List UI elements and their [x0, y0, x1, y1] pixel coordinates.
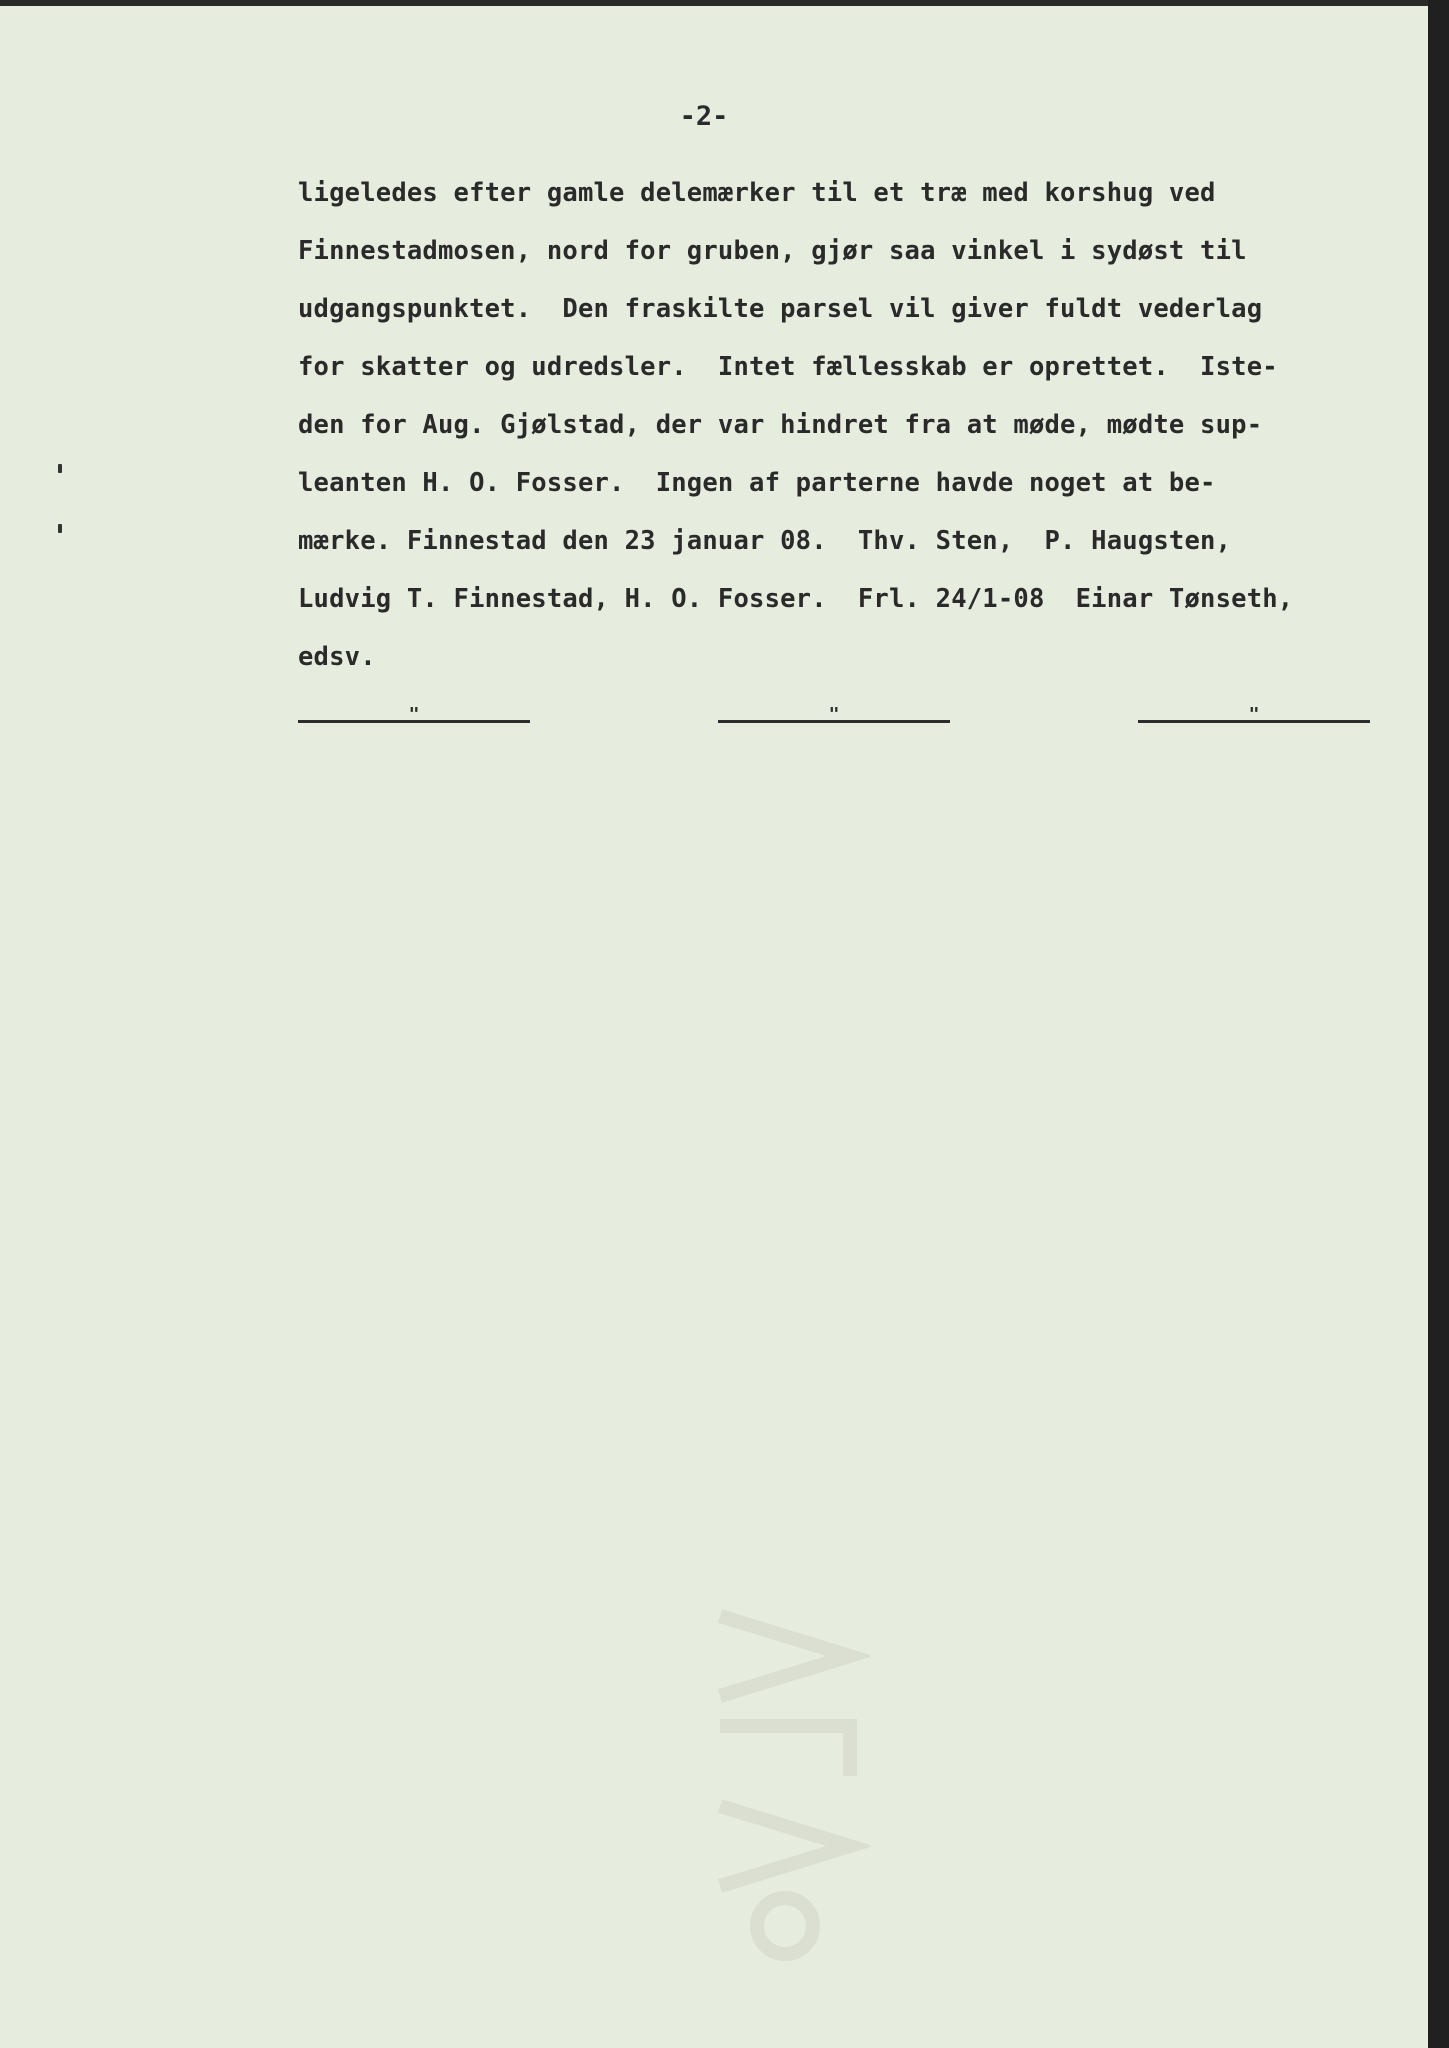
text-line: leanten H. O. Fosser. Ingen af parterne havde noget at be- [298, 468, 1216, 498]
ditto-separator [298, 704, 530, 732]
page-number [0, 101, 1428, 132]
faint-watermark [700, 1606, 870, 1966]
ditto-separator [1138, 704, 1370, 732]
text-line: Finnestadmosen, nord for gruben, gjør saa vinkel i sydøst til [298, 236, 1247, 266]
watermark-glyph [720, 1726, 850, 1776]
scan-edge [1428, 0, 1449, 2048]
ditto-separator [718, 704, 950, 732]
text-line: udgangspunktet. Den fraskilte parsel vil giver fuldt vederlag [298, 294, 1263, 324]
text-line: den for Aug. Gjølstad, der var hindret fra at møde, mødte sup- [298, 410, 1263, 440]
text-line: edsv. [298, 642, 376, 672]
watermark-glyph [720, 1806, 850, 1886]
ditto-separator-row [0, 704, 1428, 732]
typed-paragraph [298, 174, 1428, 696]
ditto-mark: " [1248, 704, 1260, 725]
margin-tick-mark [58, 464, 62, 473]
margin-tick-mark [58, 524, 62, 533]
text-line: for skatter og udredsler. Intet fællesskab er oprettet. Iste- [298, 352, 1278, 382]
watermark-glyph [757, 1898, 813, 1954]
watermark-glyph [720, 1616, 850, 1696]
ditto-mark: " [408, 704, 420, 725]
page-number-text: -2- [679, 101, 729, 132]
text-line: mærke. Finnestad den 23 januar 08. Thv. Sten, P. Haugsten, [298, 526, 1232, 556]
ditto-mark: " [828, 704, 840, 725]
text-line: Ludvig T. Finnestad, H. O. Fosser. Frl. 24/1-08 Einar Tønseth, [298, 584, 1294, 614]
text-line: ligeledes efter gamle delemærker til et træ med korshug ved [298, 178, 1216, 208]
